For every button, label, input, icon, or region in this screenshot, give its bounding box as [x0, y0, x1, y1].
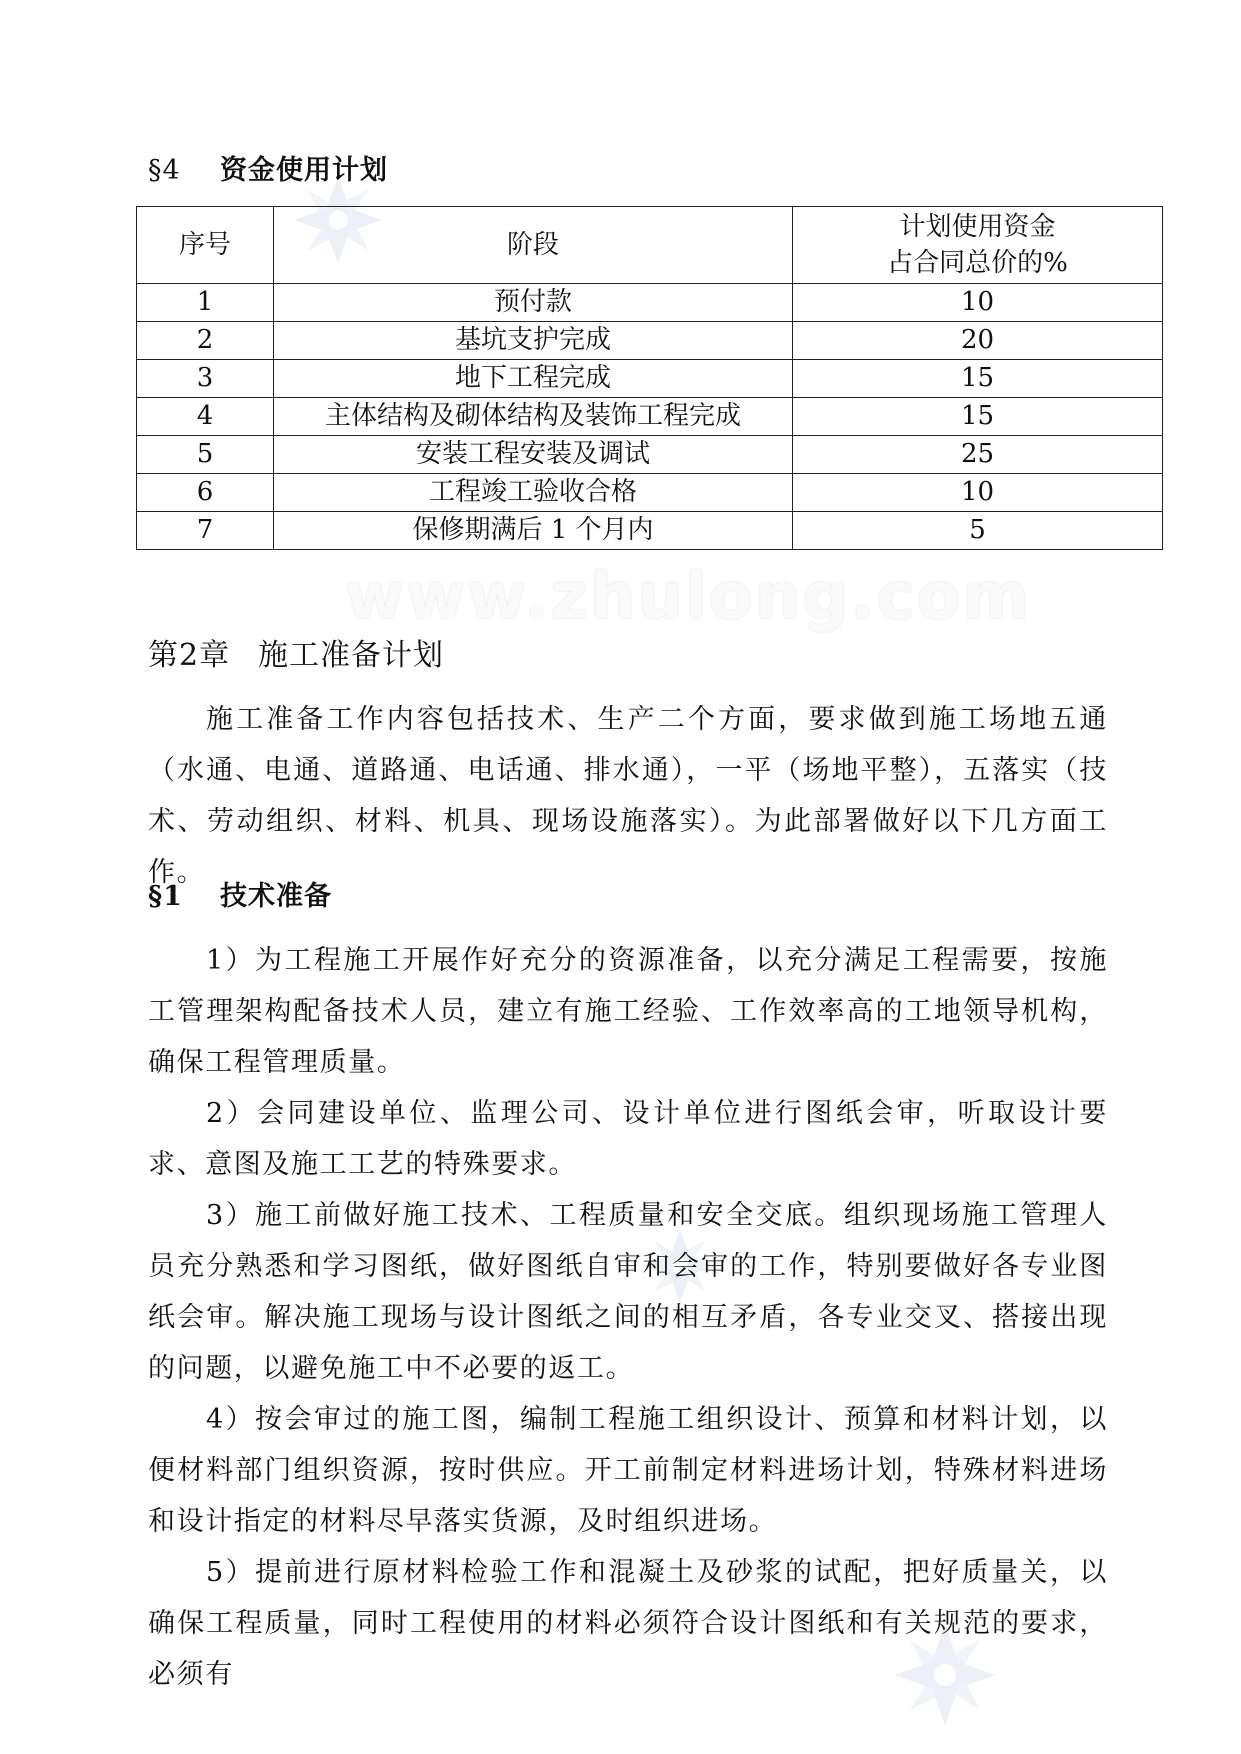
- cell-index: 6: [137, 474, 274, 512]
- table-row: [137, 512, 1163, 550]
- chapter-title: 施工准备计划: [258, 638, 444, 673]
- list-item: 2）会同建设单位、监理公司、设计单位进行图纸会审，听取设计要求、意图及施工工艺的特殊要求。: [148, 1098, 1108, 1180]
- funds-plan-table: [136, 206, 1163, 550]
- section-number: §1: [148, 881, 183, 912]
- chapter-number: 第2章: [148, 638, 231, 673]
- cell-stage: 工程竣工验收合格: [274, 474, 793, 512]
- section-title: 技术准备: [220, 881, 332, 912]
- cell-percent: 25: [793, 436, 1163, 474]
- cell-stage: 安装工程安装及调试: [274, 436, 793, 474]
- cell-stage: 保修期满后 1 个月内: [274, 512, 793, 550]
- section-number: §4: [148, 155, 181, 186]
- table-row: [137, 360, 1163, 398]
- table-header-row: [137, 207, 1163, 284]
- table-row: [137, 474, 1163, 512]
- cell-stage: 地下工程完成: [274, 360, 793, 398]
- section-heading-funds: [148, 148, 388, 187]
- intro-paragraph: 施工准备工作内容包括技术、生产二个方面，要求做到施工场地五通（水通、电通、道路通、电话通、排水通），一平（场地平整），五落实（技术、劳动组织、材料、机具、现场设施落实）。为此部署做好以下几方面工作。: [148, 704, 1108, 888]
- cell-percent: 15: [793, 398, 1163, 436]
- header-percent-line1: 计划使用资金: [899, 212, 1056, 242]
- table-row: [137, 436, 1163, 474]
- section-title: 资金使用计划: [220, 155, 388, 186]
- cell-percent: 10: [793, 284, 1163, 322]
- cell-index: 4: [137, 398, 274, 436]
- header-percent: [793, 207, 1163, 284]
- cell-percent: 5: [793, 512, 1163, 550]
- cell-index: 3: [137, 360, 274, 398]
- list-item: 1）为工程施工开展作好充分的资源准备，以充分满足工程需要，按施工管理架构配备技术人员，建立有施工经验、工作效率高的工地领导机构，确保工程管理质量。: [148, 945, 1108, 1078]
- header-stage: 阶段: [274, 207, 793, 284]
- cell-index: 5: [137, 436, 274, 474]
- cell-percent: 20: [793, 322, 1163, 360]
- header-index: 序号: [137, 207, 274, 284]
- table-row: [137, 284, 1163, 322]
- table-row: [137, 322, 1163, 360]
- cell-index: 2: [137, 322, 274, 360]
- cell-stage: 基坑支护完成: [274, 322, 793, 360]
- list-item: 3）施工前做好施工技术、工程质量和安全交底。组织现场施工管理人员充分熟悉和学习图纸，做好图纸自审和会审的工作，特别要做好各专业图纸会审。解决施工现场与设计图纸之间的相互矛盾，各专业交叉、搭接出现的问题，以避免施工中不必要的返工。: [148, 1200, 1108, 1384]
- section-heading-technical: [148, 874, 332, 913]
- cell-percent: 15: [793, 360, 1163, 398]
- cell-stage: 主体结构及砌体结构及装饰工程完成: [274, 398, 793, 436]
- cell-index: 7: [137, 512, 274, 550]
- watermark-text: www.zhulong.com: [345, 560, 1032, 634]
- cell-percent: 10: [793, 474, 1163, 512]
- list-item: 5）提前进行原材料检验工作和混凝土及砂浆的试配，把好质量关，以确保工程质量，同时工程使用的材料必须符合设计图纸和有关规范的要求，必须有: [148, 1557, 1108, 1690]
- list-item: 4）按会审过的施工图，编制工程施工组织设计、预算和材料计划，以便材料部门组织资源，按时供应。开工前制定材料进场计划，特殊材料进场和设计指定的材料尽早落实货源，及时组织进场。: [148, 1404, 1108, 1537]
- table-row: [137, 398, 1163, 436]
- header-percent-line2: 占合同总价的%: [887, 248, 1068, 278]
- chapter-heading: [148, 630, 444, 674]
- cell-stage: 预付款: [274, 284, 793, 322]
- cell-index: 1: [137, 284, 274, 322]
